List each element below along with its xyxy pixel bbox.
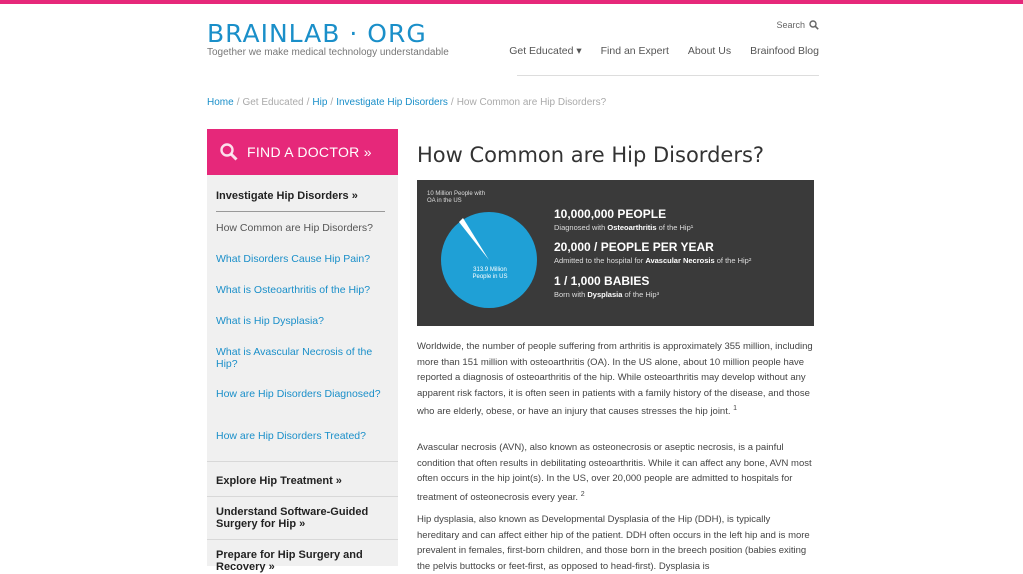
- sidebar-section-treatment[interactable]: Explore Hip Treatment »: [216, 475, 342, 487]
- breadcrumb-investigate[interactable]: Investigate Hip Disorders: [336, 97, 448, 108]
- sidebar-item-causes[interactable]: What Disorders Cause Hip Pain?: [216, 253, 371, 265]
- sidebar-item-osteoarthritis[interactable]: What is Osteoarthritis of the Hip?: [216, 284, 371, 296]
- breadcrumb-home[interactable]: Home: [207, 97, 234, 108]
- stat-oa-value: 10,000,000 PEOPLE: [554, 207, 667, 221]
- pie-big-label: 313.9 Million People in US: [472, 267, 508, 280]
- sidebar-item-treated[interactable]: How are Hip Disorders Treated?: [216, 430, 366, 442]
- sidebar-section-software-guided[interactable]: Understand Software-Guided Surgery for Hip »: [216, 506, 369, 530]
- nav-get-educated[interactable]: Get Educated ▾: [509, 45, 582, 57]
- find-doctor-label: FIND A DOCTOR »: [247, 144, 372, 160]
- sidebar-section-prepare[interactable]: Prepare for Hip Surgery and Recovery »: [216, 549, 363, 573]
- search-icon: [219, 142, 239, 162]
- breadcrumb-hip[interactable]: Hip: [312, 97, 328, 108]
- nav-find-expert[interactable]: Find an Expert: [600, 45, 669, 57]
- stat-avn-desc: Admitted to the hospital for Avascular Necrosis of the Hip²: [554, 256, 752, 265]
- sidebar-item-avascular-necrosis[interactable]: What is Avascular Necrosis of the Hip?: [216, 346, 373, 370]
- hip-statistics-infographic: [417, 180, 814, 326]
- pie-small-label: 10 Million People with OA in the US: [427, 191, 486, 204]
- nav-about-us[interactable]: About Us: [687, 45, 732, 57]
- breadcrumb-get-educated: Get Educated: [242, 97, 304, 108]
- stat-oa-desc: Diagnosed with Osteoarthritis of the Hip¹: [554, 223, 694, 232]
- nav-brainfood-blog[interactable]: Brainfood Blog: [750, 45, 819, 57]
- search-link[interactable]: [776, 20, 819, 30]
- top-accent-bar: [0, 0, 1023, 4]
- breadcrumb-current: How Common are Hip Disorders?: [456, 97, 607, 108]
- sidebar-item-diagnosed[interactable]: How are Hip Disorders Diagnosed?: [216, 388, 381, 400]
- sidebar-item-how-common[interactable]: How Common are Hip Disorders?: [216, 222, 373, 234]
- sidebar-sub-divider: [216, 211, 385, 212]
- stat-avn-value: 20,000 / PEOPLE PER YEAR: [554, 240, 714, 254]
- paragraph-osteoarthritis: Worldwide, the number of people suffering from arthritis is approximately 355 million, including more than 151 million with osteoarthritis (OA). In the US alone, about 10 million people have reported a diagnosis of osteoarthritis of the hip. While osteoarthritis may develop without any apparent risk factors, it is often seen in patients with a family history of the disease, and those who are elderly, obese, or have an injury that causes stresses the hip joint. $^1$: [417, 341, 813, 418]
- stat-dysplasia-value: 1 / 1,000 BABIES: [554, 274, 650, 288]
- footnote-ref[interactable]: 2: [580, 490, 585, 498]
- search-label: Search: [776, 20, 805, 30]
- sidebar-divider: [207, 461, 398, 462]
- breadcrumb: Home / Get Educated / Hip / Investigate Hip Disorders / How Common are Hip Disorders?: [207, 97, 607, 108]
- footnote-ref[interactable]: 1: [733, 405, 738, 412]
- paragraph-dysplasia: Hip dysplasia, also known as Developmental Dysplasia of the Hip (DDH), is typically hereditary and can affect either hip of the patient. DDH often occurs in the left hip and is more prevalent in females, first-born children, and those born in the breech position (babies exiting the pelvis buttocks or feet-first, as opposed to head-first). Dysplasia is: [417, 514, 810, 572]
- sidebar-item-dysplasia[interactable]: What is Hip Dysplasia?: [216, 315, 324, 327]
- paragraph-avn: Avascular necrosis (AVN), also known as osteonecrosis or aseptic necrosis, is a painful condition that often results in debilitating osteoarthritis. While it can affect any bone, AVN most often occurs in the hip joint(s). In the US, over 20,000 people are admitted to hospitals for treatment of osteonecrosis every year. $^2$: [417, 442, 812, 503]
- sidebar-divider: [207, 496, 398, 497]
- sidebar-divider: [207, 539, 398, 540]
- page-title: How Common are Hip Disorders?: [417, 143, 765, 167]
- site-logo[interactable]: BRAINLAB · ORG: [207, 19, 427, 48]
- sidebar: [207, 129, 398, 573]
- stat-dysplasia-desc: Born with Dysplasia of the Hip³: [554, 290, 660, 299]
- search-icon: [809, 20, 819, 30]
- find-doctor-button[interactable]: [207, 129, 398, 175]
- sidebar-section-investigate[interactable]: Investigate Hip Disorders »: [216, 190, 358, 202]
- header-divider: [517, 75, 819, 76]
- site-tagline: Together we make medical technology understandable: [207, 47, 449, 58]
- main-nav: [509, 45, 819, 57]
